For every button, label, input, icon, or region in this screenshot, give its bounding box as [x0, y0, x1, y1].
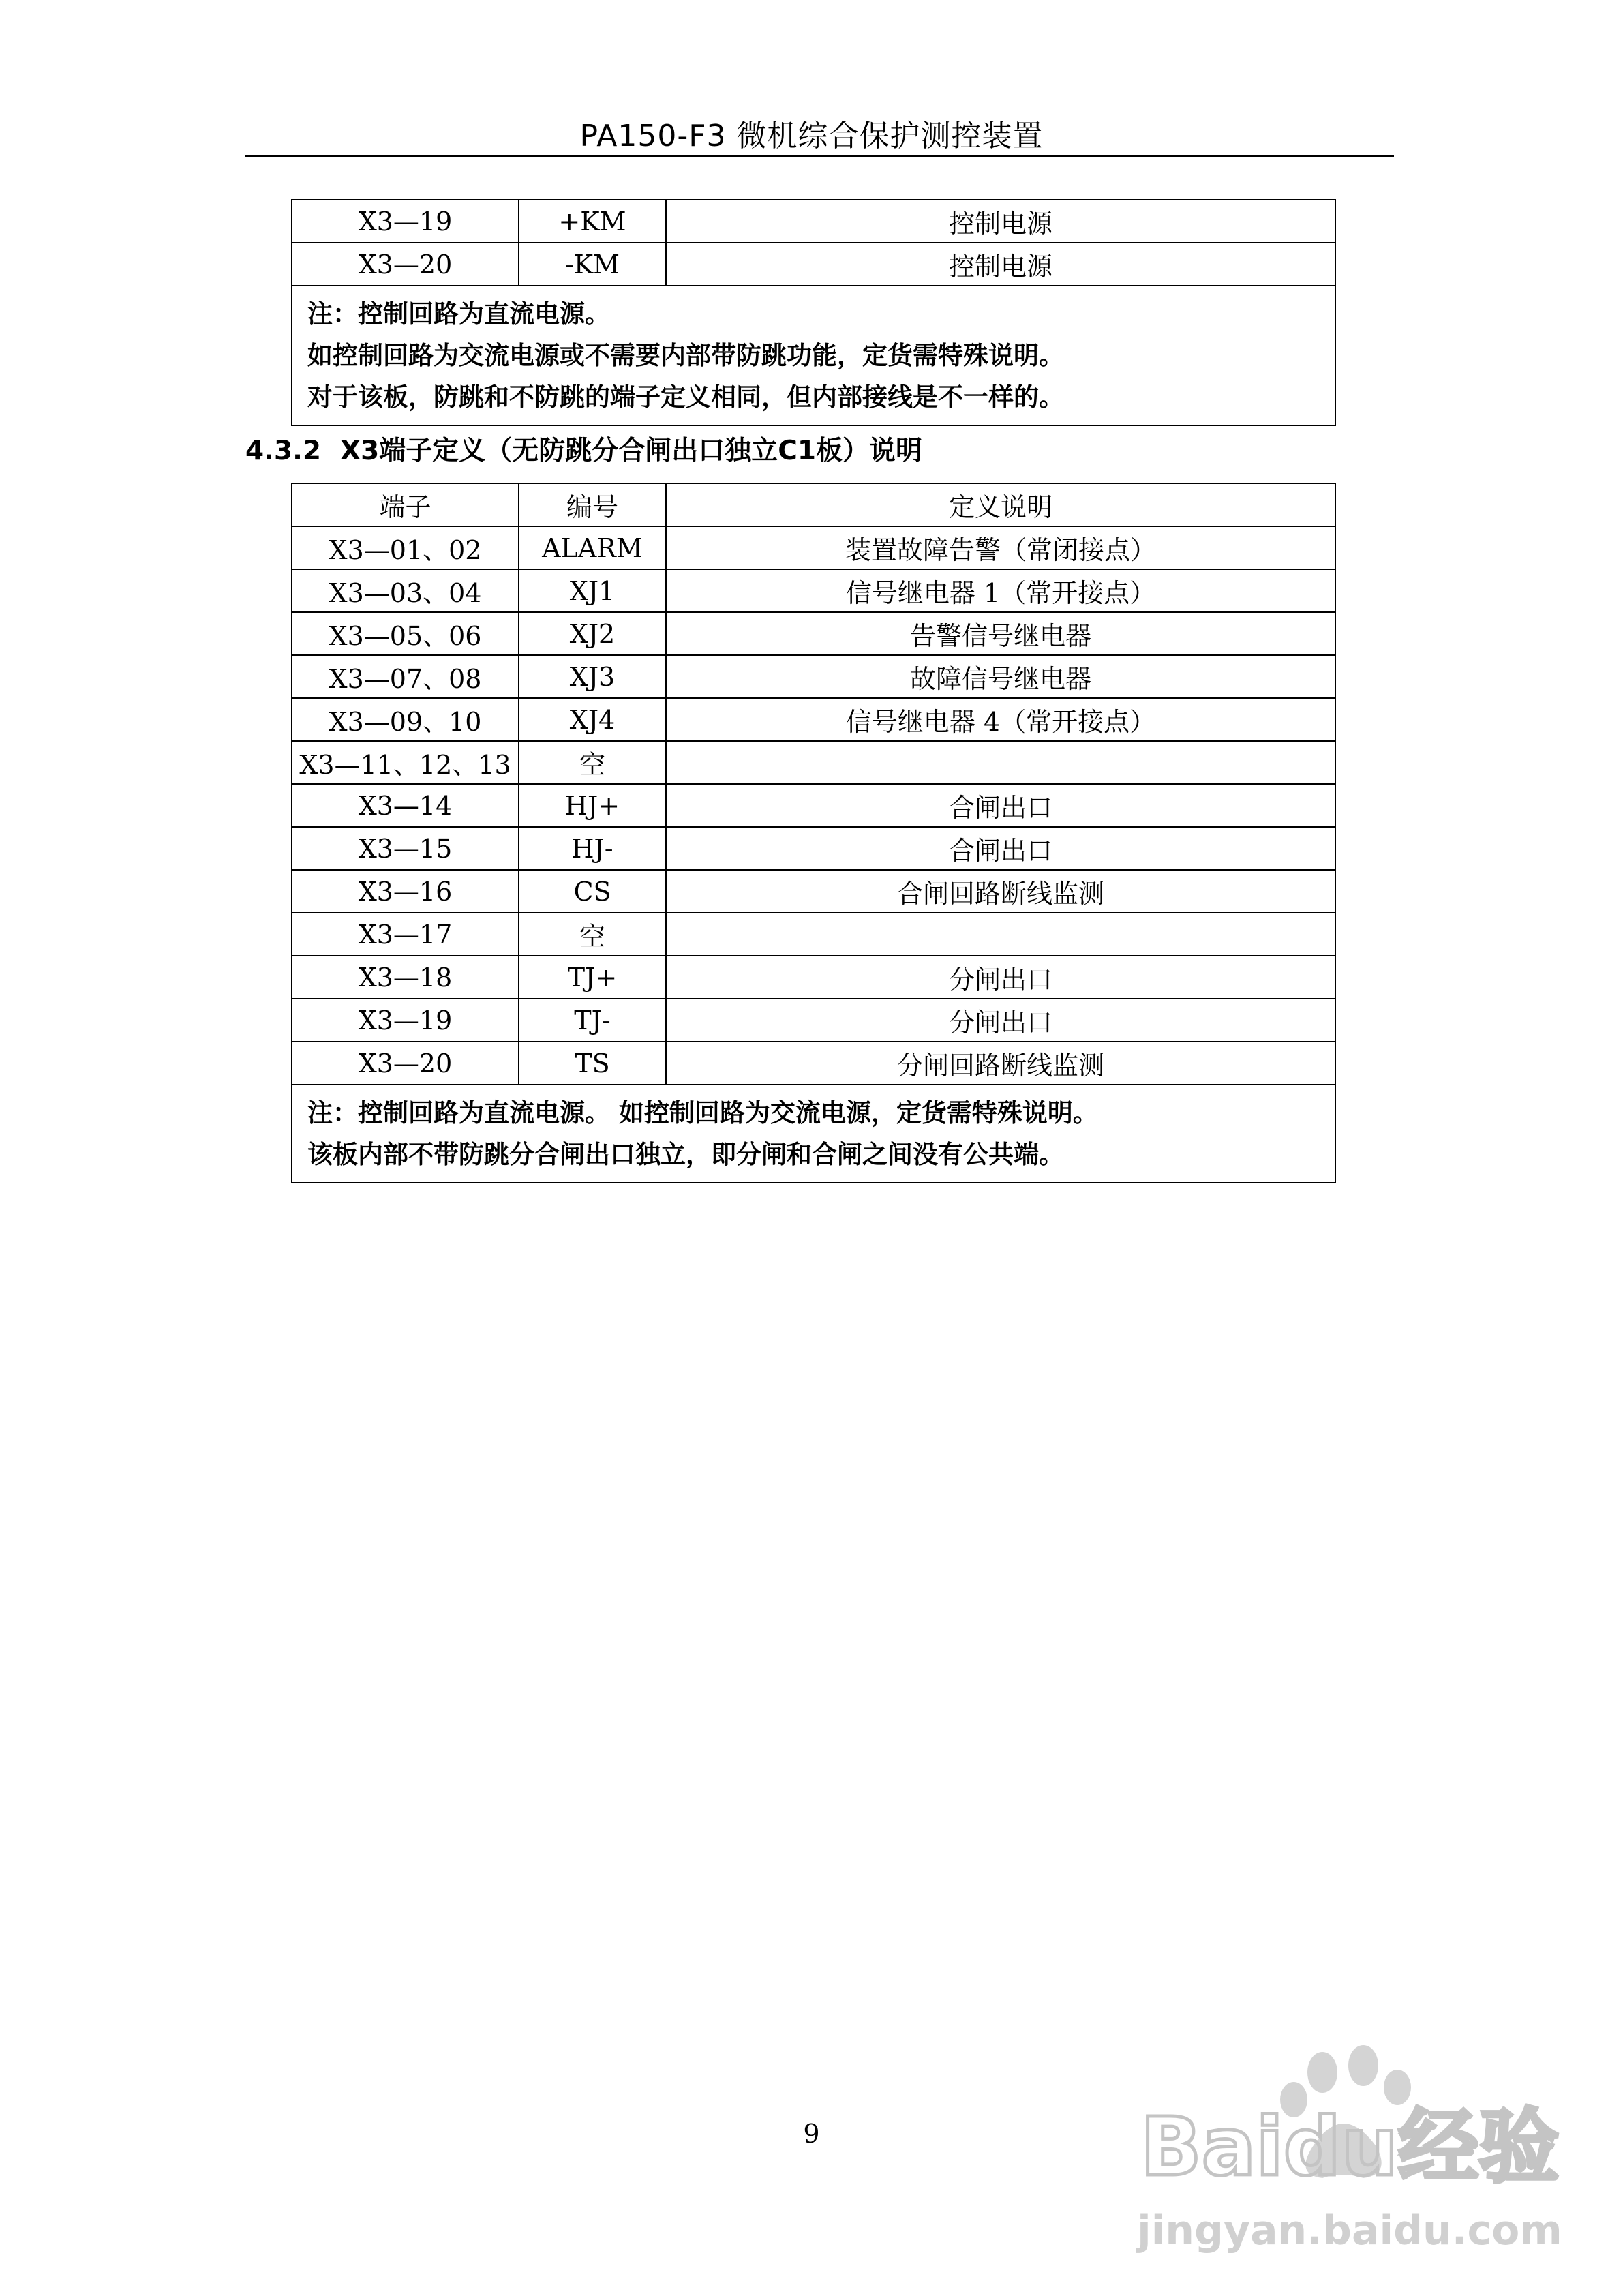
table-row [292, 569, 1335, 612]
note-row [292, 1085, 1335, 1183]
note-line: 对于该板，防跳和不防跳的端子定义相同，但内部接线是不一样的。 [307, 382, 1064, 412]
definition-cell: 告警信号继电器 [666, 612, 1335, 655]
code-cell: +KM [519, 200, 666, 243]
code-cell: HJ+ [519, 784, 666, 827]
column-header: 端子 [292, 483, 519, 526]
terminal-cell: X3—09、10 [292, 698, 519, 741]
code-cell: -KM [519, 243, 666, 286]
definition-cell: 合闸出口 [666, 827, 1335, 870]
code-cell: CS [519, 870, 666, 913]
terminal-cell: X3—17 [292, 913, 519, 956]
code-cell: TS [519, 1042, 666, 1085]
watermark-brand: Baidu经验 [1140, 2100, 1560, 2194]
terminal-table-continued [291, 199, 1336, 426]
terminal-cell: X3—19 [292, 999, 519, 1042]
section-number: 4.3.2 [245, 436, 322, 466]
terminal-cell: X3—18 [292, 956, 519, 999]
definition-cell: 合闸回路断线监测 [666, 870, 1335, 913]
terminal-cell: X3—20 [292, 243, 519, 286]
definition-cell [666, 913, 1335, 956]
definition-cell: 控制电源 [666, 200, 1335, 243]
watermark-url: jingyan.baidu.com [1137, 2207, 1562, 2254]
definition-cell: 信号继电器 1（常开接点） [666, 569, 1335, 612]
terminal-cell: X3—20 [292, 1042, 519, 1085]
table-row [292, 655, 1335, 698]
table-row [292, 999, 1335, 1042]
code-cell: 空 [519, 741, 666, 784]
table-note [292, 1085, 1335, 1183]
table-row [292, 784, 1335, 827]
table-row [292, 956, 1335, 999]
table-row [292, 1042, 1335, 1085]
definition-cell: 分闸出口 [666, 956, 1335, 999]
terminal-cell: X3—05、06 [292, 612, 519, 655]
code-cell: XJ3 [519, 655, 666, 698]
table-row [292, 827, 1335, 870]
definition-cell: 故障信号继电器 [666, 655, 1335, 698]
terminal-cell: X3—01、02 [292, 526, 519, 569]
baidu-jingyan-watermark [1118, 2045, 1595, 2270]
definition-cell: 合闸出口 [666, 784, 1335, 827]
code-cell: XJ2 [519, 612, 666, 655]
code-cell: XJ4 [519, 698, 666, 741]
terminal-cell: X3—07、08 [292, 655, 519, 698]
definition-cell: 信号继电器 4（常开接点） [666, 698, 1335, 741]
code-cell: ALARM [519, 526, 666, 569]
note-line: 该板内部不带防跳分合闸出口独立，即分闸和合闸之间没有公共端。 [307, 1140, 1064, 1169]
table-header-row [292, 483, 1335, 526]
table-row [292, 243, 1335, 286]
section-title: X3端子定义（无防跳分合闸出口独立C1板）说明 [340, 436, 923, 466]
code-cell: TJ- [519, 999, 666, 1042]
table-row [292, 200, 1335, 243]
table-row [292, 698, 1335, 741]
section-heading [245, 429, 922, 468]
definition-cell: 分闸出口 [666, 999, 1335, 1042]
code-cell: XJ1 [519, 569, 666, 612]
terminal-cell: X3—03、04 [292, 569, 519, 612]
terminal-cell: X3—11、12、13 [292, 741, 519, 784]
note-line: 注：控制回路为直流电源。 如控制回路为交流电源，定货需特殊说明。 [307, 1098, 1098, 1128]
code-cell: TJ+ [519, 956, 666, 999]
code-cell: HJ- [519, 827, 666, 870]
definition-cell: 装置故障告警（常闭接点） [666, 526, 1335, 569]
terminal-cell: X3—19 [292, 200, 519, 243]
table-row [292, 913, 1335, 956]
note-line: 如控制回路为交流电源或不需要内部带防跳功能，定货需特殊说明。 [307, 341, 1064, 370]
terminal-cell: X3—15 [292, 827, 519, 870]
note-line: 注：控制回路为直流电源。 [307, 299, 610, 329]
header-rule [245, 155, 1394, 157]
page-header-title: PA150-F3 微机综合保护测控装置 [579, 119, 1044, 153]
table-row [292, 870, 1335, 913]
table-row [292, 526, 1335, 569]
definition-cell: 分闸回路断线监测 [666, 1042, 1335, 1085]
definition-cell: 控制电源 [666, 243, 1335, 286]
terminal-cell: X3—16 [292, 870, 519, 913]
table-row [292, 612, 1335, 655]
terminal-cell: X3—14 [292, 784, 519, 827]
definition-cell [666, 741, 1335, 784]
table-row [292, 741, 1335, 784]
column-header: 定义说明 [666, 483, 1335, 526]
code-cell: 空 [519, 913, 666, 956]
column-header: 编号 [519, 483, 666, 526]
page-number: 9 [803, 2119, 820, 2149]
note-row [292, 286, 1335, 425]
terminal-definition-table [291, 483, 1336, 1183]
table-note [292, 286, 1335, 425]
